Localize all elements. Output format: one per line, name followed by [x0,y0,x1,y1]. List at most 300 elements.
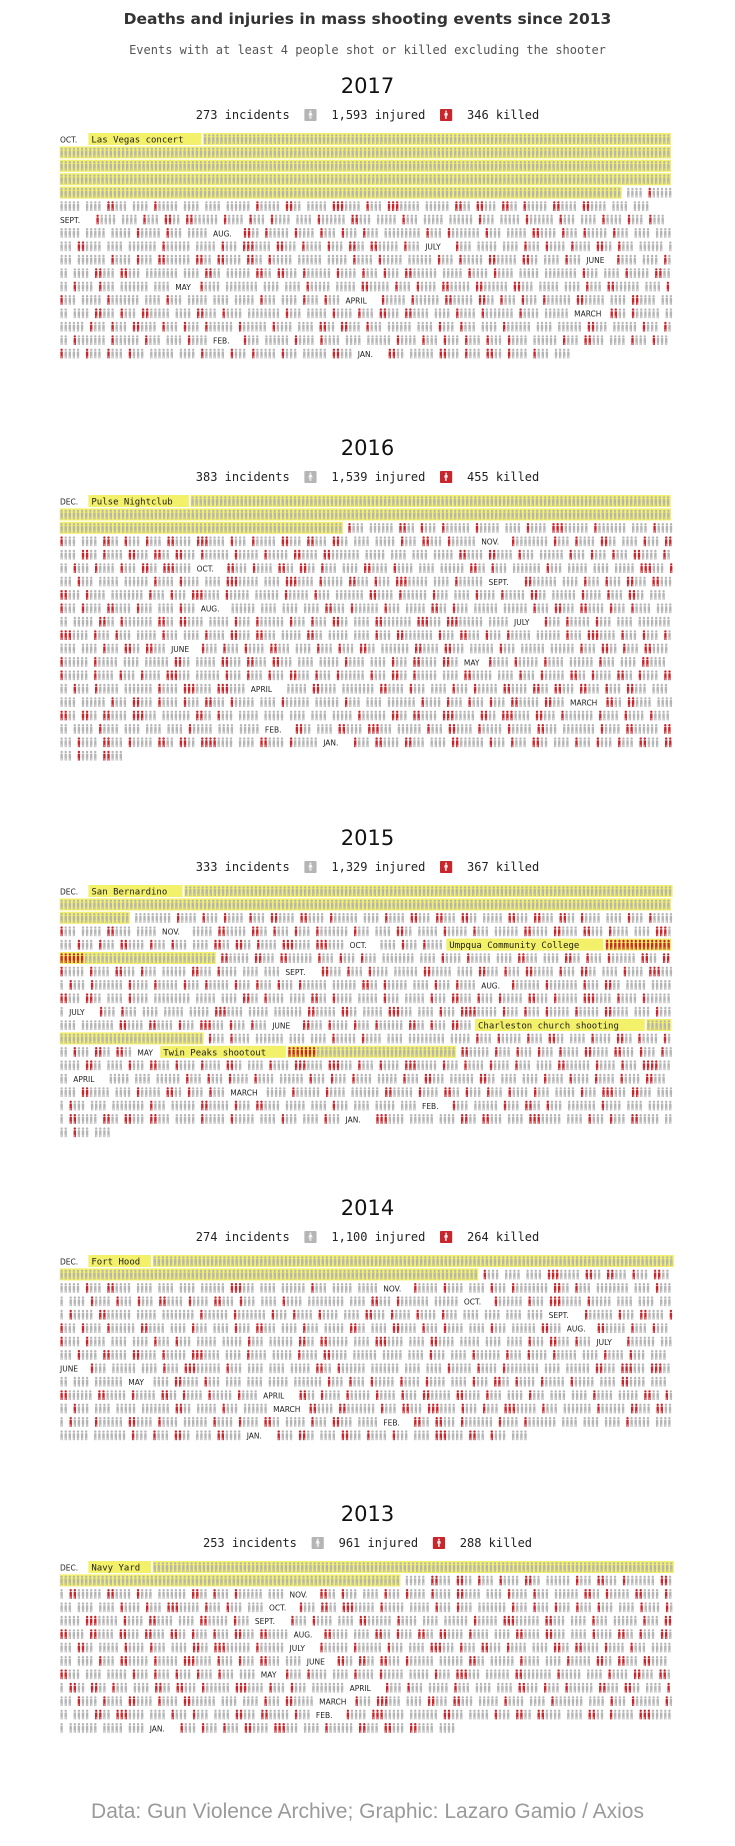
person-icon [103,563,105,573]
person-icon [264,241,266,251]
person-icon [273,577,275,587]
person-icon [116,644,118,654]
person-icon [106,670,108,680]
person-icon [333,349,335,359]
person-icon [371,684,373,694]
person-icon [213,550,215,560]
person-icon [649,282,651,292]
person-icon [246,282,248,292]
person-icon [113,215,115,225]
year-stats [0,108,735,122]
person-icon [205,536,207,546]
person-icon [412,577,414,587]
person-icon [435,308,437,318]
person-icon [511,241,513,251]
year-label: 2017 [0,74,735,98]
person-icon [422,268,424,278]
person-icon [647,670,649,680]
person-icon [375,228,377,238]
person-icon [247,322,249,332]
person-icon [230,322,232,332]
person-icon [501,255,503,265]
person-icon [86,644,88,654]
person-icon [450,523,452,533]
person-icon [436,295,438,305]
person-icon [287,644,289,654]
person-icon [413,630,415,640]
person-icon [652,295,654,305]
person-icon [141,550,143,560]
person-icon [487,295,489,305]
person-icon [242,590,244,600]
person-icon [107,268,109,278]
person-icon [500,295,502,305]
person-icon [601,603,603,613]
person-icon [413,308,415,318]
person-icon [477,268,479,278]
person-icon [285,550,287,560]
person-icon [421,523,423,533]
person-icon [277,255,279,265]
person-icon [584,536,586,546]
person-icon [404,201,406,211]
person-icon [128,295,130,305]
person-icon [643,617,645,627]
person-icon [592,684,594,694]
person-icon [461,684,463,694]
person-icon [187,670,189,680]
person-icon [158,550,160,560]
person-icon [553,630,555,640]
person-icon [504,684,506,694]
person-icon [208,657,210,667]
person-icon [405,536,407,546]
person-icon [420,590,422,600]
person-icon [598,590,600,600]
person-icon [571,684,573,694]
person-icon [184,563,186,573]
person-icon [496,523,498,533]
person-icon [208,684,210,694]
person-icon [60,335,62,345]
person-icon [133,697,135,707]
person-icon [465,335,467,345]
person-icon [111,255,113,265]
person-icon [129,536,131,546]
person-icon [483,215,485,225]
person-icon [337,295,339,305]
person-icon [290,577,292,587]
person-icon [281,241,283,251]
person-icon [213,617,215,627]
person-icon [655,670,657,680]
person-icon [480,282,482,292]
person-icon [652,241,654,251]
person-icon [460,322,462,332]
person-icon [240,563,242,573]
person-icon [649,188,651,198]
person-icon [524,335,526,345]
person-icon [621,630,623,640]
person-icon [312,603,314,613]
person-icon [472,255,474,265]
person-icon [393,603,395,613]
person-icon [453,295,455,305]
person-icon [448,228,450,238]
person-icon [239,268,241,278]
person-icon [571,644,573,654]
person-icon [524,603,526,613]
person-icon [455,577,457,587]
person-icon [357,523,359,533]
person-icon [149,603,151,613]
person-icon [145,295,147,305]
person-icon [202,644,204,654]
person-icon [196,228,198,238]
person-icon [184,322,186,332]
person-icon [412,295,414,305]
person-icon [260,349,262,359]
person-icon [434,657,436,667]
person-icon [458,590,460,600]
person-icon [243,295,245,305]
person-icon [579,241,581,251]
person-icon [78,617,80,627]
person-icon [298,617,300,627]
person-icon [539,523,541,533]
person-icon [345,349,347,359]
person-icon [340,577,342,587]
person-icon [610,335,612,345]
person-icon [340,255,342,265]
person-icon [626,268,628,278]
person-icon [426,657,428,667]
person-icon [426,322,428,332]
person-icon [247,697,249,707]
person-icon [179,255,181,265]
person-icon [515,228,517,238]
person-icon [357,657,359,667]
person-icon [245,644,247,654]
person-icon [282,228,284,238]
person-icon [222,550,224,560]
person-icon [494,308,496,318]
person-icon [320,349,322,359]
person-icon [549,670,551,680]
person-icon [491,349,493,359]
person-icon [642,657,644,667]
person-icon [584,563,586,573]
person-icon [95,563,97,573]
person-icon [65,201,67,211]
person-icon [362,536,364,546]
person-icon [65,335,67,345]
person-icon [358,308,360,318]
person-icon [481,268,483,278]
person-icon [111,684,113,694]
person-icon [458,215,460,225]
person-icon [142,308,144,318]
person-icon [594,563,596,573]
month-label: SEPT. [60,216,80,225]
person-icon [350,228,352,238]
person-icon [568,215,570,225]
person-icon [549,308,551,318]
person-icon [124,322,126,332]
person-icon [111,697,113,707]
person-icon [290,536,292,546]
year-stats [0,470,735,484]
person-icon [451,617,453,627]
person-icon [418,684,420,694]
person-icon [452,349,454,359]
person-icon [322,215,324,225]
person-icon [469,335,471,345]
person-icon [631,563,633,573]
person-icon [400,670,402,680]
person-icon [86,228,88,238]
person-icon [129,550,131,560]
person-icon [346,335,348,345]
person-icon [324,268,326,278]
person-icon [405,308,407,318]
person-icon [574,201,576,211]
person-icon [184,550,186,560]
person-icon [393,349,395,359]
person-icon [209,268,211,278]
person-icon [640,335,642,345]
person-icon [430,617,432,627]
person-icon [235,617,237,627]
person-icon [150,349,152,359]
person-icon [69,349,71,359]
person-icon [421,550,423,560]
person-icon [541,228,543,238]
person-icon [399,550,401,560]
person-icon [466,215,468,225]
person-icon [584,684,586,694]
person-icon [616,590,618,600]
person-icon [286,308,288,318]
person-icon [259,657,261,667]
person-icon [320,228,322,238]
person-icon [226,670,228,680]
person-icon [116,349,118,359]
person-icon [175,630,177,640]
person-icon [546,215,548,225]
person-icon [320,670,322,680]
person-icon [337,630,339,640]
person-icon [82,550,84,560]
person-icon [307,282,309,292]
person-icon [327,282,329,292]
person-icon [611,215,613,225]
person-icon [304,603,306,613]
person-icon [665,644,667,654]
person-icon [98,657,100,667]
person-icon [450,550,452,560]
person-icon [388,268,390,278]
person-icon [312,563,314,573]
person-icon [567,349,569,359]
person-icon [273,617,275,627]
person-icon [578,657,580,667]
person-icon [596,228,598,238]
person-icon [667,282,669,292]
person-icon [96,215,98,225]
person-icon [287,603,289,613]
person-icon [171,603,173,613]
person-icon [392,617,394,627]
person-icon [625,657,627,667]
person-icon [473,349,475,359]
person-icon [261,603,263,613]
person-icon [376,617,378,627]
person-icon [598,563,600,573]
person-icon [604,617,606,627]
person-icon [141,577,143,587]
person-icon [514,255,516,265]
person-icon [65,590,67,600]
person-icon [65,577,67,587]
person-icon [498,670,500,680]
person-icon [345,657,347,667]
person-icon [293,590,295,600]
person-icon [213,268,215,278]
person-icon [617,617,619,627]
person-icon [428,295,430,305]
person-icon [378,590,380,600]
person-icon [90,255,92,265]
person-icon [141,349,143,359]
person-icon [179,590,181,600]
person-icon [408,322,410,332]
person-icon [621,670,623,680]
person-icon [196,684,198,694]
person-icon [371,322,373,332]
person-icon [300,644,302,654]
person-icon [430,657,432,667]
person-icon [553,201,555,211]
person-icon [271,215,273,225]
person-icon [273,657,275,667]
person-icon [614,577,616,587]
person-icon [513,563,515,573]
person-icon [94,603,96,613]
person-icon [636,215,638,225]
person-icon [646,201,648,211]
person-icon [90,282,92,292]
person-icon [303,295,305,305]
person-icon [424,295,426,305]
person-icon [525,563,527,573]
person-icon [455,657,457,667]
person-icon [147,215,149,225]
person-icon [598,282,600,292]
person-icon [285,241,287,251]
person-icon [375,335,377,345]
person-icon [217,282,219,292]
person-icon [469,349,471,359]
person-icon [111,322,113,332]
person-icon [653,215,655,225]
person-icon [136,295,138,305]
person-icon [171,630,173,640]
person-icon [417,657,419,667]
person-icon [451,657,453,667]
person-icon [133,617,135,627]
person-icon [136,657,138,667]
person-icon [129,684,131,694]
person-icon [209,577,211,587]
person-icon [175,241,177,251]
person-icon [86,335,88,345]
person-icon [447,657,449,667]
person-icon [604,228,606,238]
person-icon [154,268,156,278]
person-icon [430,268,432,278]
person-icon [459,523,461,533]
person-icon [192,630,194,640]
person-icon [264,295,266,305]
person-icon [429,282,431,292]
person-icon [200,590,202,600]
person-icon [236,215,238,225]
person-icon [577,282,579,292]
person-icon [588,684,590,694]
person-icon [218,684,220,694]
person-icon [575,630,577,640]
person-icon [269,550,271,560]
person-icon [498,228,500,238]
person-icon [69,590,71,600]
person-icon [136,590,138,600]
person-icon [348,523,350,533]
person-icon [391,241,393,251]
person-icon [665,684,667,694]
person-icon [607,523,609,533]
person-icon [396,670,398,680]
person-icon [310,577,312,587]
person-icon [569,282,571,292]
person-icon [260,268,262,278]
person-icon [480,617,482,627]
person-icon [239,295,241,305]
person-icon [251,241,253,251]
person-icon [196,335,198,345]
person-icon [620,590,622,600]
person-icon [490,684,492,694]
person-icon [424,590,426,600]
person-icon [644,523,646,533]
person-icon [231,201,233,211]
person-icon [437,590,439,600]
person-icon [209,536,211,546]
person-icon [99,282,101,292]
person-icon [565,268,567,278]
person-icon [133,684,135,694]
person-icon [655,617,657,627]
person-icon [275,215,277,225]
person-icon [69,550,71,560]
person-icon [356,550,358,560]
person-icon [462,295,464,305]
person-icon [489,550,491,560]
person-icon [106,630,108,640]
person-icon [130,215,132,225]
person-icon [340,241,342,251]
person-icon [231,697,233,707]
